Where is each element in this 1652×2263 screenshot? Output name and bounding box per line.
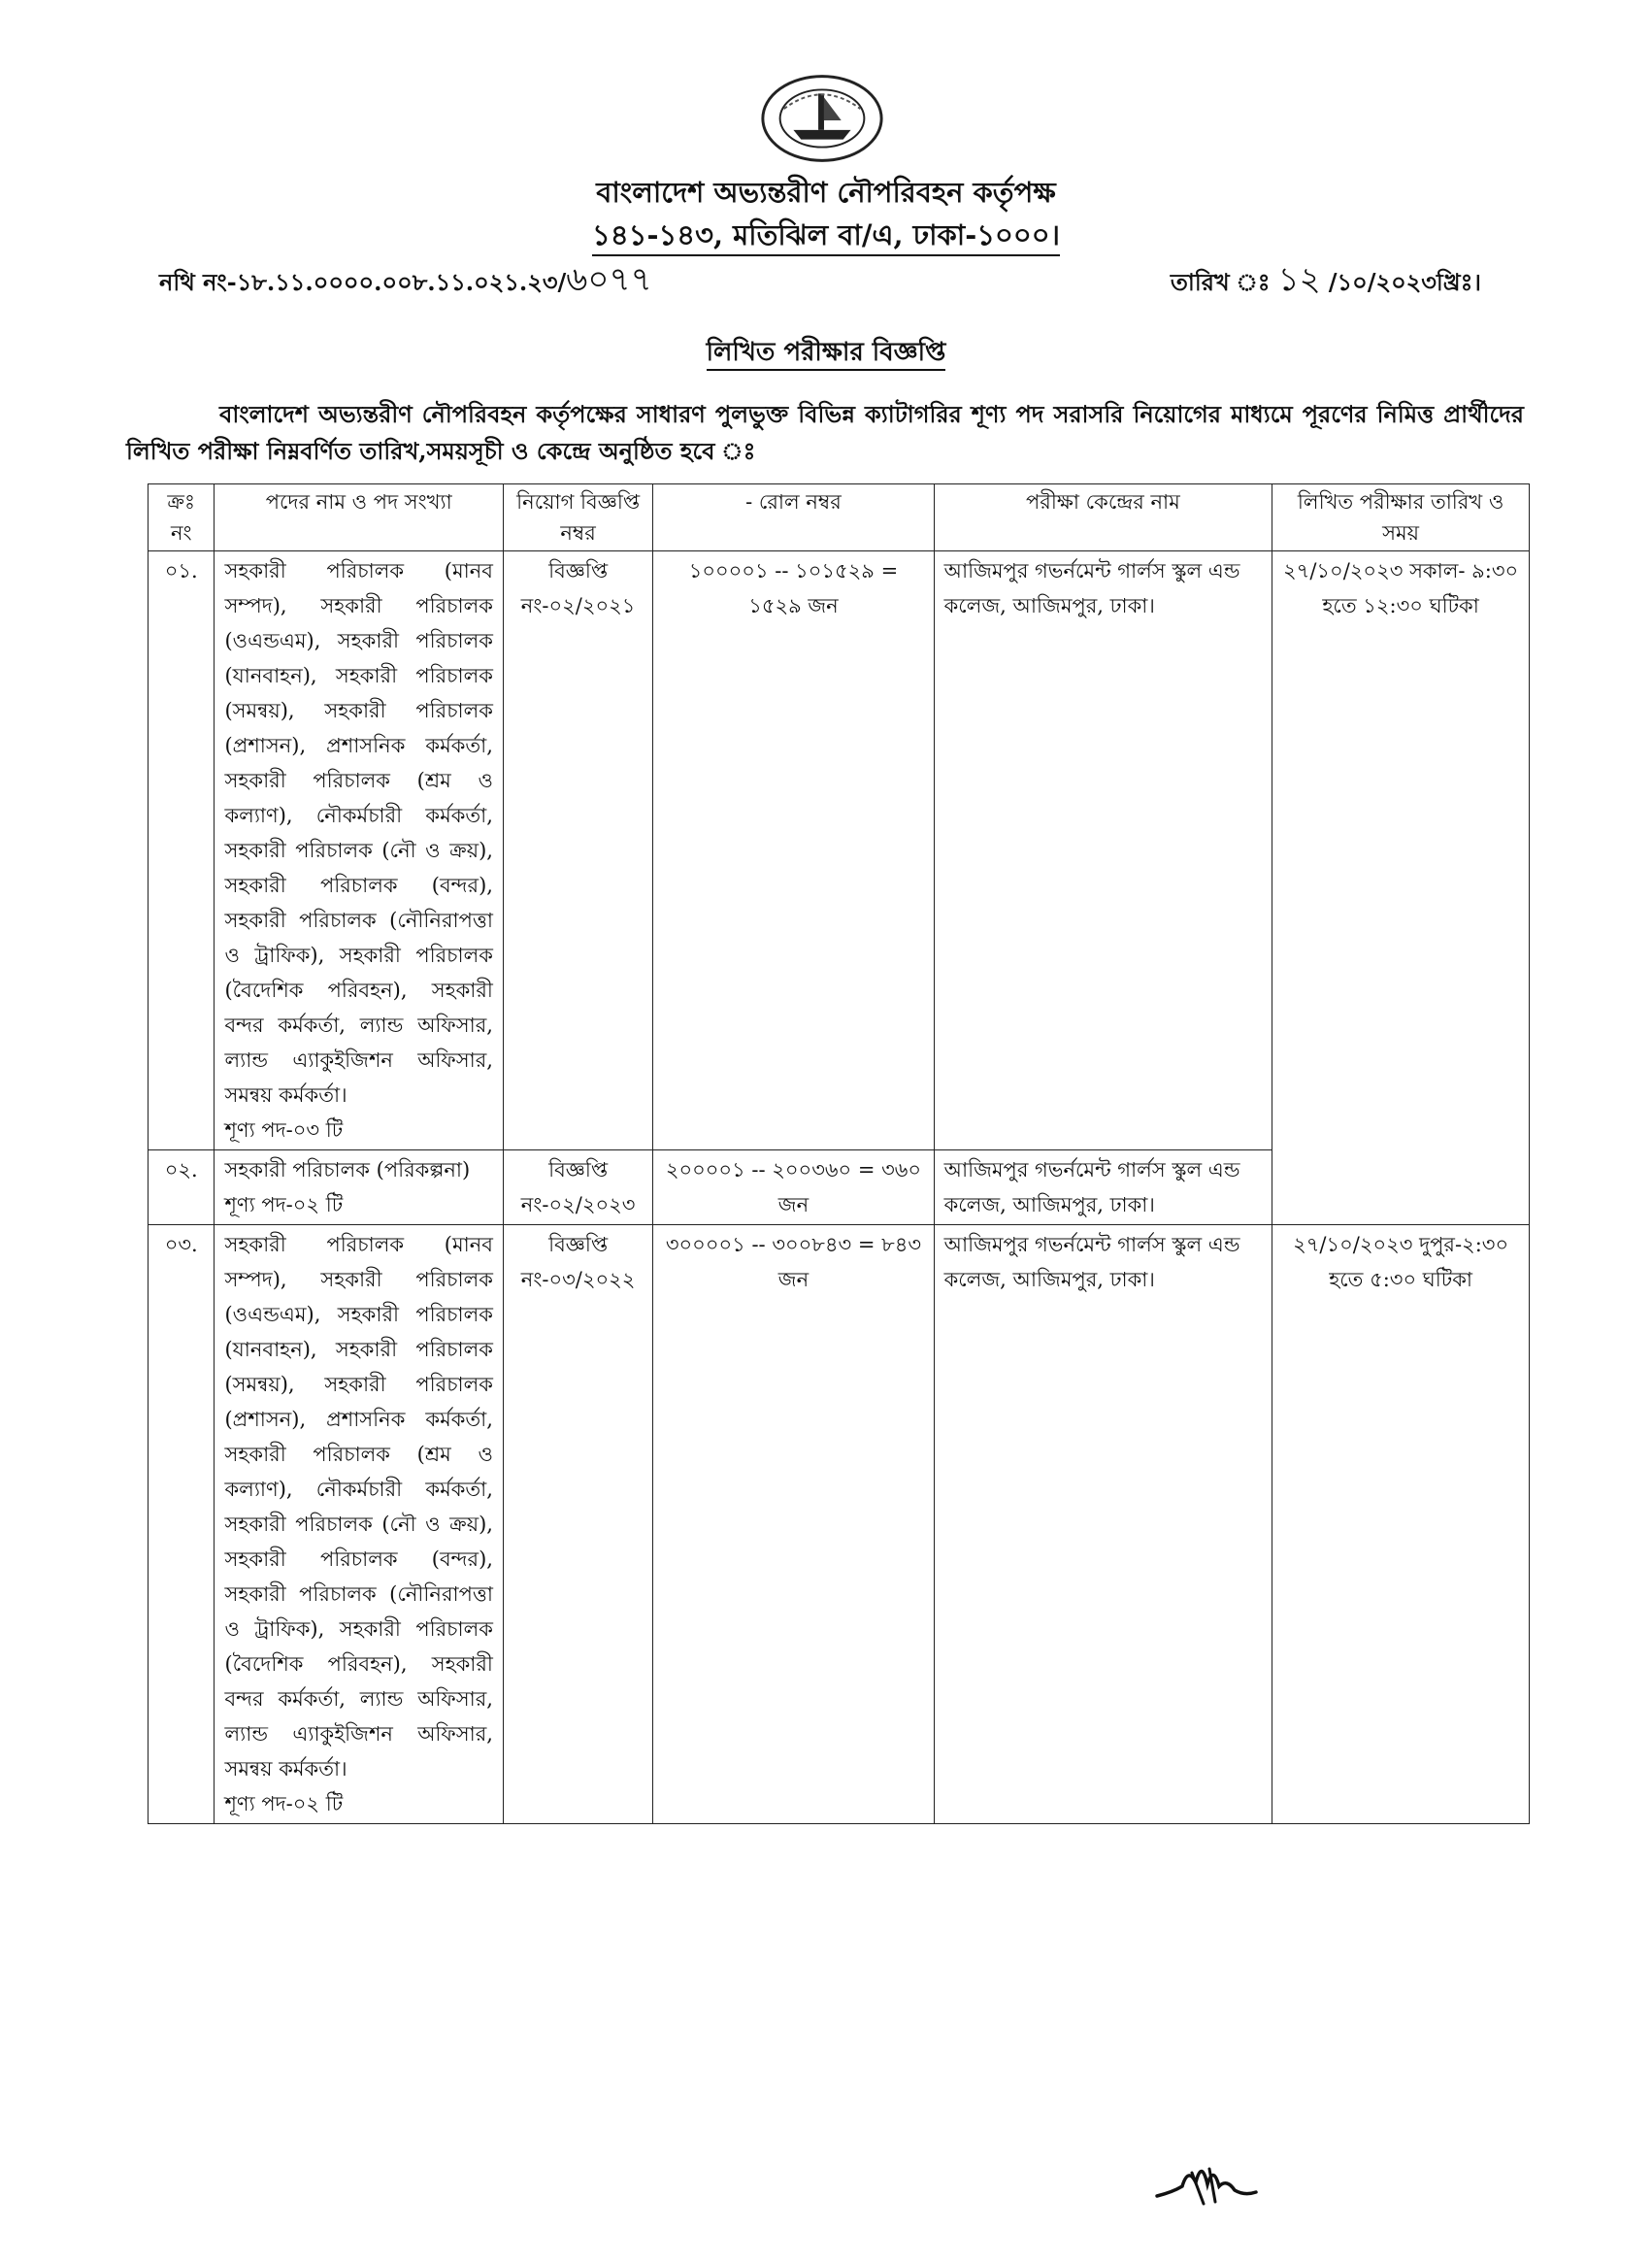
row-advertisement: বিজ্ঞপ্তি নং-০২/২০২১ <box>503 551 652 1150</box>
table-header-row <box>149 484 1530 551</box>
row-post <box>215 551 503 1150</box>
table-row <box>149 1225 1530 1824</box>
row-advertisement: বিজ্ঞপ্তি নং-০২/২০২৩ <box>503 1150 652 1225</box>
exam-schedule-table <box>148 483 1530 1824</box>
row-post <box>215 1150 503 1225</box>
header-serial: ক্রঃ নং <box>149 484 215 551</box>
row-advertisement: বিজ্ঞপ্তি নং-০৩/২০২২ <box>503 1225 652 1824</box>
notice-title <box>0 332 1652 375</box>
row-date-time: ২৭/১০/২০২৩ সকাল- ৯:৩০ হতে ১২:৩০ ঘটিকা <box>1272 551 1530 1225</box>
date-suffix: /১০/২০২৩খ্রিঃ। <box>1328 268 1481 296</box>
memo-prefix: নথি নং-১৮.১১.০০০০.০০৮.১১.০২১.২৩/ <box>159 268 567 296</box>
memo-number <box>159 254 652 310</box>
row-roll: ৩০০০০১ -- ৩০০৮৪৩ = ৮৪৩ জন <box>653 1225 934 1824</box>
post-names: সহকারী পরিচালক (মানব সম্পদ), সহকারী পরিচালক (ওএন্ডএম), সহকারী পরিচালক (যানবাহন), সহকারী পরিচালক (সমন্বয়), সহকারী পরিচালক (প্রশাসন), প্রশাসনিক কর্মকর্তা, সহকারী পরিচালক (শ্রম ও কল্যাণ), নৌকর্মচারী কর্মকর্তা, সহকারী পরিচালক (নৌ ও ক্রয়), সহকারী পরিচালক (বন্দর), সহকারী পরিচালক (নৌনিরাপত্তা ও ট্রাফিক), সহকারী পরিচালক (বৈদেশিক পরিবহন), সহকারী বন্দর কর্মকর্তা, ল্যান্ড অফিসার, ল্যান্ড এ্যাকুইজিশন অফিসার, সমন্বয় কর্মকর্তা। <box>224 559 493 1107</box>
intro-paragraph: বাংলাদেশ অভ্যন্তরীণ নৌপরিবহন কর্তৃপক্ষের সাধারণ পুলভুক্ত বিভিন্ন ক্যাটাগরির শূণ্য পদ সরাসরি নিয়োগের মাধ্যমে পূরণের নিমিত্ত প্রার্থীদের লিখিত পরীক্ষা নিম্নবর্ণিত তারিখ,সময়সূচী ও কেন্দ্রে অনুষ্ঠিত হবে ঃ <box>126 400 1524 465</box>
address-text: ১৪১-১৪৩, মতিঝিল বা/এ, ঢাকা-১০০০। <box>592 218 1060 256</box>
memo-handwritten-number: ৬০৭৭ <box>566 260 652 299</box>
row-post <box>215 1225 503 1824</box>
notice-title-text: লিখিত পরীক্ষার বিজ্ঞপ্তি <box>707 338 946 371</box>
header-center: পরীক্ষা কেন্দ্রের নাম <box>934 484 1272 551</box>
date-label: তারিখ ঃ <box>1170 268 1271 296</box>
header-advertisement: নিয়োগ বিজ্ঞপ্তি নম্বর <box>503 484 652 551</box>
row-center: আজিমপুর গভর্নমেন্ট গার্লস স্কুল এন্ড কলেজ, আজিমপুর, ঢাকা। <box>934 1225 1272 1824</box>
table-row <box>149 551 1530 1150</box>
row-center: আজিমপুর গভর্নমেন্ট গার্লস স্কুল এন্ড কলেজ, আজিমপুর, ঢাকা। <box>934 551 1272 1150</box>
vacancy-count: শূণ্য পদ-০২ টি <box>224 1792 344 1815</box>
row-center: আজিমপুর গভর্নমেন্ট গার্লস স্কুল এন্ড কলেজ, আজিমপুর, ঢাকা। <box>934 1150 1272 1225</box>
post-names: সহকারী পরিচালক (পরিকল্পনা) <box>224 1158 471 1181</box>
row-date-time: ২৭/১০/২০২৩ দুপুর-২:৩০ হতে ৫:৩০ ঘটিকা <box>1272 1225 1530 1824</box>
row-serial: ০৩. <box>149 1225 215 1824</box>
vacancy-count: শূণ্য পদ-০৩ টি <box>224 1118 344 1142</box>
row-serial: ০২. <box>149 1150 215 1225</box>
header-roll: - রোল নম্বর <box>653 484 934 551</box>
row-serial: ০১. <box>149 551 215 1150</box>
post-names: সহকারী পরিচালক (মানব সম্পদ), সহকারী পরিচালক (ওএন্ডএম), সহকারী পরিচালক (যানবাহন), সহকারী পরিচালক (সমন্বয়), সহকারী পরিচালক (প্রশাসন), প্রশাসনিক কর্মকর্তা, সহকারী পরিচালক (শ্রম ও কল্যাণ), নৌকর্মচারী কর্মকর্তা, সহকারী পরিচালক (নৌ ও ক্রয়), সহকারী পরিচালক (বন্দর), সহকারী পরিচালক (নৌনিরাপত্তা ও ট্রাফিক), সহকারী পরিচালক (বৈদেশিক পরিবহন), সহকারী বন্দর কর্মকর্তা, ল্যান্ড অফিসার, ল্যান্ড এ্যাকুইজিশন অফিসার, সমন্বয় কর্মকর্তা। <box>224 1233 493 1780</box>
row-roll: ১০০০০১ -- ১০১৫২৯ = ১৫২৯ জন <box>653 551 934 1150</box>
row-roll: ২০০০০১ -- ২০০৩৬০ = ৩৬০ জন <box>653 1150 934 1225</box>
handwritten-signature-icon <box>1153 2153 1260 2217</box>
memo-date <box>1171 254 1481 310</box>
organization-seal-icon <box>755 70 889 167</box>
date-day-handwritten: ১২ <box>1277 260 1321 299</box>
vacancy-count: শূণ্য পদ-০২ টি <box>224 1193 344 1216</box>
organization-name: বাংলাদেশ অভ্যন্তরীণ নৌপরিবহন কর্তৃপক্ষ <box>596 176 1056 209</box>
header-date-time: লিখিত পরীক্ষার তারিখ ও সময় <box>1272 484 1530 551</box>
header-post: পদের নাম ও পদ সংখ্যা <box>215 484 503 551</box>
